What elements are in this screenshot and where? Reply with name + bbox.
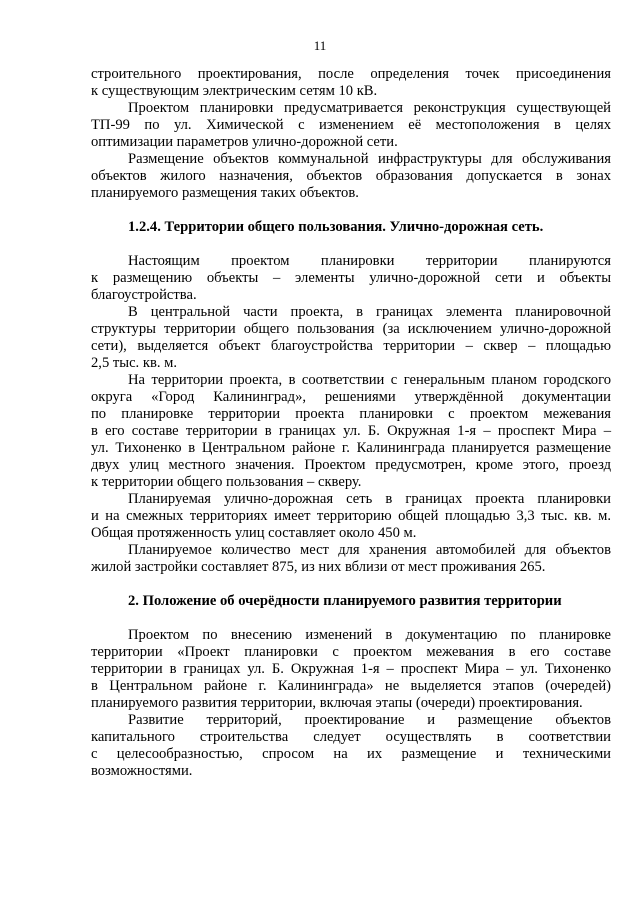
text-line: к территории общего пользования – скверу. (91, 474, 362, 490)
text-line: в его составе территории в границах ул. Б. Окружная 1-я – проспект Мира – (91, 423, 611, 439)
text-line: территории «Проект планировки с проектом межевания в его составе (91, 644, 611, 660)
text-line: планируемого развития территории, включая этапы (очереди) проектирования. (91, 695, 583, 711)
text-line: с целесообразностью, спросом на их размещение и техническими (91, 746, 611, 762)
text-line: двух улиц местного значения. Проектом предусмотрен, кроме этого, проезд (91, 457, 611, 473)
section-heading: 2. Положение об очерёдности планируемого развития территории (128, 593, 562, 609)
text-line: оптимизации параметров улично-дорожной сети. (91, 134, 398, 150)
text-line: объектов жилого назначения, объектов образования допускается в зонах (91, 168, 611, 184)
text-line: Общая протяженность улиц составляет около 450 м. (91, 525, 417, 541)
text-line: сети), выделяется объект благоустройства территории – сквер – площадью (91, 338, 611, 354)
text-line: к существующим электрическим сетям 10 кВ. (91, 83, 378, 99)
text-line: территории в границах ул. Б. Окружная 1-я – проспект Мира – ул. Тихоненко (91, 661, 611, 677)
text-line: капитального строительства следует осуществлять в соответствии (91, 729, 611, 745)
text-line: структуры территории общего пользования (за исключением улично-дорожной (91, 321, 611, 337)
text-line: жилой застройки составляет 875, из них вблизи от мест проживания 265. (91, 559, 546, 575)
text-line: по планировке территории проекта планировки с проектом межевания (91, 406, 611, 422)
text-line: Проектом планировки предусматривается реконструкция существующей (128, 100, 611, 116)
text-line: и на смежных территориях имеет территорию общей площадью 3,3 тыс. кв. м. (91, 508, 611, 524)
text-line: Проектом по внесению изменений в документацию по планировке (128, 627, 611, 643)
text-line: Планируемое количество мест для хранения автомобилей для объектов (128, 542, 611, 558)
text-line: Планируемая улично-дорожная сеть в границах проекта планировки (128, 491, 611, 507)
text-line: Развитие территорий, проектирование и размещение объектов (128, 712, 611, 728)
text-line: округа «Город Калининград», решениями утверждённой документации (91, 389, 611, 405)
text-line: На территории проекта, в соответствии с генеральным планом городского (128, 372, 611, 388)
text-line: В центральной части проекта, в границах элемента планировочной (128, 304, 611, 320)
page-number: 11 (313, 38, 327, 53)
text-line: ТП-99 по ул. Химической с изменением её местоположения в целях (91, 117, 611, 133)
text-line: 2,5 тыс. кв. м. (91, 355, 178, 371)
text-line: Настоящим проектом планировки территории планируются (128, 253, 611, 269)
text-line: строительного проектирования, после определения точек присоединения (91, 66, 611, 82)
text-line: к размещению объекты – элементы улично-дорожной сети и объекты (91, 270, 611, 286)
text-line: в Центральном районе г. Калининграда» не выделяется этапов (очередей) (91, 678, 611, 694)
text-line: Размещение объектов коммунальной инфраструктуры для обслуживания (128, 151, 611, 167)
text-line: ул. Тихоненко в Центральном районе г. Калининграда планируется размещение (91, 440, 611, 456)
text-line: возможностями. (91, 763, 193, 779)
text-line: планируемого размещения таких объектов. (91, 185, 359, 201)
text-line: благоустройства. (91, 287, 197, 303)
section-heading: 1.2.4. Территории общего пользования. Улично-дорожная сеть. (128, 219, 544, 235)
